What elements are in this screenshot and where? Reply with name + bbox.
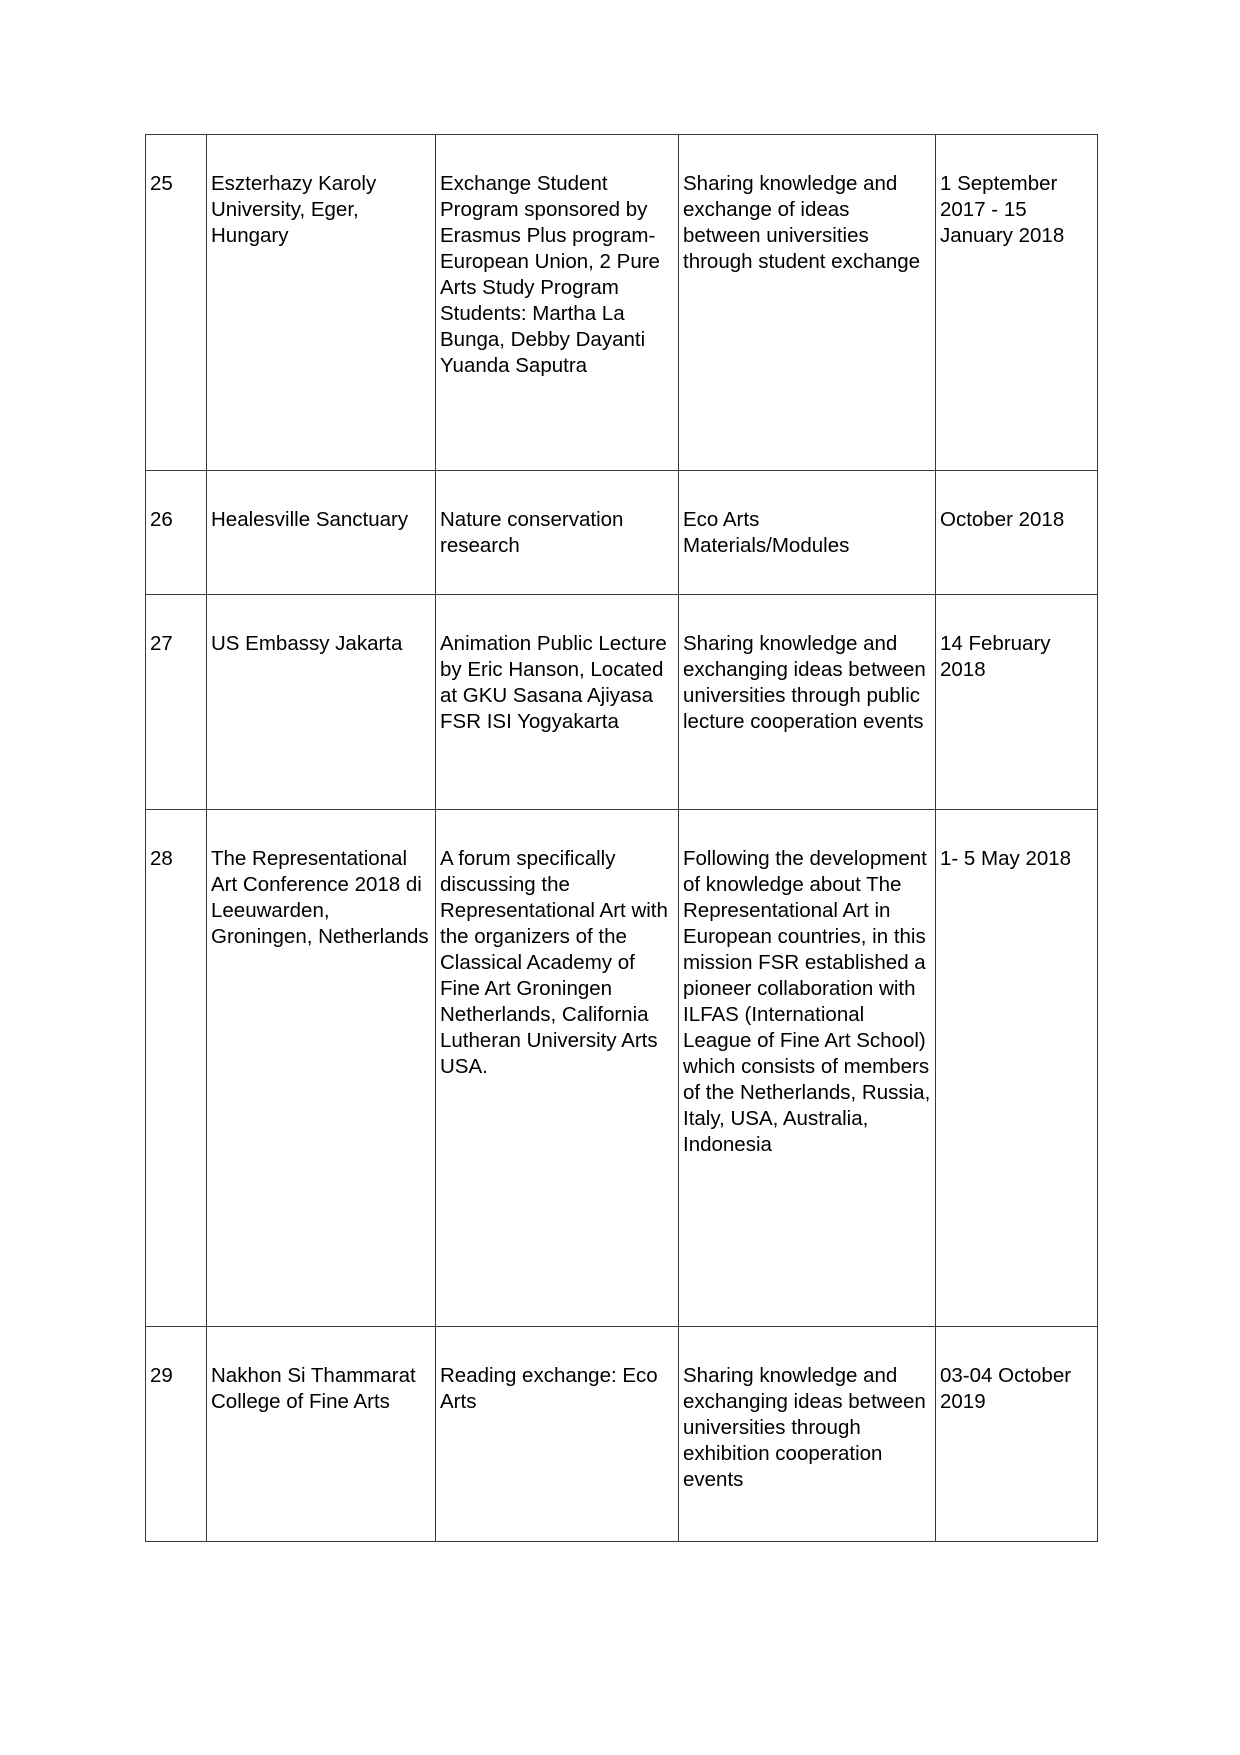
activity-cell: Animation Public Lecture by Eric Hanson, Located at GKU Sasana Ajiyasa FSR ISI Yogyakarta: [436, 595, 679, 810]
cooperation-table: [145, 134, 1098, 1542]
row-number: 26: [146, 471, 207, 595]
activity-cell: Reading exchange: Eco Arts: [436, 1327, 679, 1542]
activity-cell: Nature conservation research: [436, 471, 679, 595]
table-row: [146, 471, 1098, 595]
date-cell: 1 September 2017 - 15 January 2018: [936, 135, 1098, 471]
row-number: 25: [146, 135, 207, 471]
institution-cell: Nakhon Si Thammarat College of Fine Arts: [207, 1327, 436, 1542]
institution-cell: The Representational Art Conference 2018 di Leeuwarden, Groningen, Netherlands: [207, 810, 436, 1327]
institution-cell: Eszterhazy Karoly University, Eger, Hungary: [207, 135, 436, 471]
description-cell: Sharing knowledge and exchange of ideas between universities through student exchange: [679, 135, 936, 471]
date-cell: 1- 5 May 2018: [936, 810, 1098, 1327]
date-cell: October 2018: [936, 471, 1098, 595]
table-row: [146, 1327, 1098, 1542]
institution-cell: US Embassy Jakarta: [207, 595, 436, 810]
activity-cell: A forum specifically discussing the Representational Art with the organizers of the Classical Academy of Fine Art Groningen Netherlands, California Lutheran University Arts USA.: [436, 810, 679, 1327]
table-row: [146, 810, 1098, 1327]
description-cell: Following the development of knowledge about The Representational Art in European countries, in this mission FSR established a pioneer collaboration with ILFAS (International League of Fine Art School) which consists of members of the Netherlands, Russia, Italy, USA, Australia, Indonesia: [679, 810, 936, 1327]
date-cell: 14 February 2018: [936, 595, 1098, 810]
institution-cell: Healesville Sanctuary: [207, 471, 436, 595]
description-cell: Sharing knowledge and exchanging ideas between universities through public lecture cooperation events: [679, 595, 936, 810]
table-row: [146, 135, 1098, 471]
table-row: [146, 595, 1098, 810]
row-number: 27: [146, 595, 207, 810]
description-cell: Eco Arts Materials/Modules: [679, 471, 936, 595]
date-cell: 03-04 October 2019: [936, 1327, 1098, 1542]
activity-cell: Exchange Student Program sponsored by Erasmus Plus program-European Union, 2 Pure Arts Study Program Students: Martha La Bunga, Debby Dayanti Yuanda Saputra: [436, 135, 679, 471]
row-number: 28: [146, 810, 207, 1327]
description-cell: Sharing knowledge and exchanging ideas between universities through exhibition cooperation events: [679, 1327, 936, 1542]
row-number: 29: [146, 1327, 207, 1542]
